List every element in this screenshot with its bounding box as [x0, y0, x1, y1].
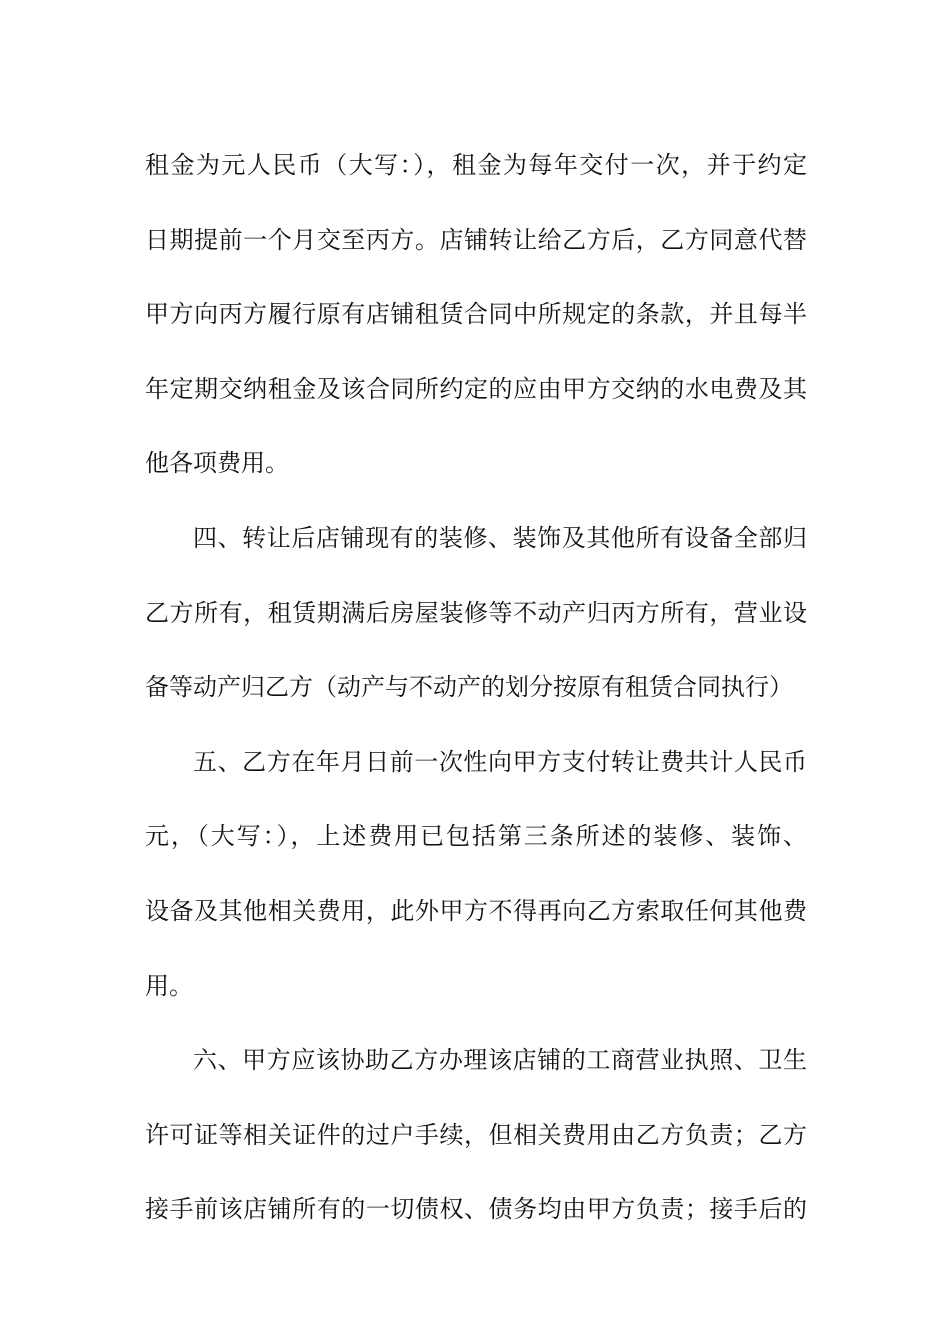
text-line: 备等动产归乙方（动产与不动产的划分按原有租赁合同执行） — [145, 673, 793, 702]
text-line: 他各项费用。 — [145, 449, 289, 478]
text-line: 年定期交纳租金及该合同所约定的应由甲方交纳的水电费及其 — [145, 374, 807, 403]
text-line: 乙方所有，租赁期满后房屋装修等不动产归丙方所有，营业设 — [145, 598, 807, 627]
text-line: 元，（大写：），上述费用已包括第三条所述的装修、装饰、 — [145, 822, 807, 851]
text-line: 用。 — [145, 971, 193, 1000]
document-body — [145, 128, 807, 1247]
text-line: 四、转让后店铺现有的装修、装饰及其他所有设备全部归 — [193, 523, 807, 552]
text-line: 许可证等相关证件的过户手续，但相关费用由乙方负责；乙方 — [145, 1120, 807, 1149]
text-line: 设备及其他相关费用，此外甲方不得再向乙方索取任何其他费 — [145, 896, 807, 925]
text-line: 接手前该店铺所有的一切债权、债务均由甲方负责；接手后的 — [145, 1195, 807, 1224]
text-line: 五、乙方在年月日前一次性向甲方支付转让费共计人民币 — [193, 747, 807, 776]
text-line: 日期提前一个月交至丙方。店铺转让给乙方后，乙方同意代替 — [145, 225, 807, 254]
text-line: 六、甲方应该协助乙方办理该店铺的工商营业执照、卫生 — [193, 1046, 807, 1075]
text-line: 租金为元人民币（大写：），租金为每年交付一次，并于约定 — [145, 151, 807, 179]
text-line: 甲方向丙方履行原有店铺租赁合同中所规定的条款，并且每半 — [145, 300, 807, 329]
